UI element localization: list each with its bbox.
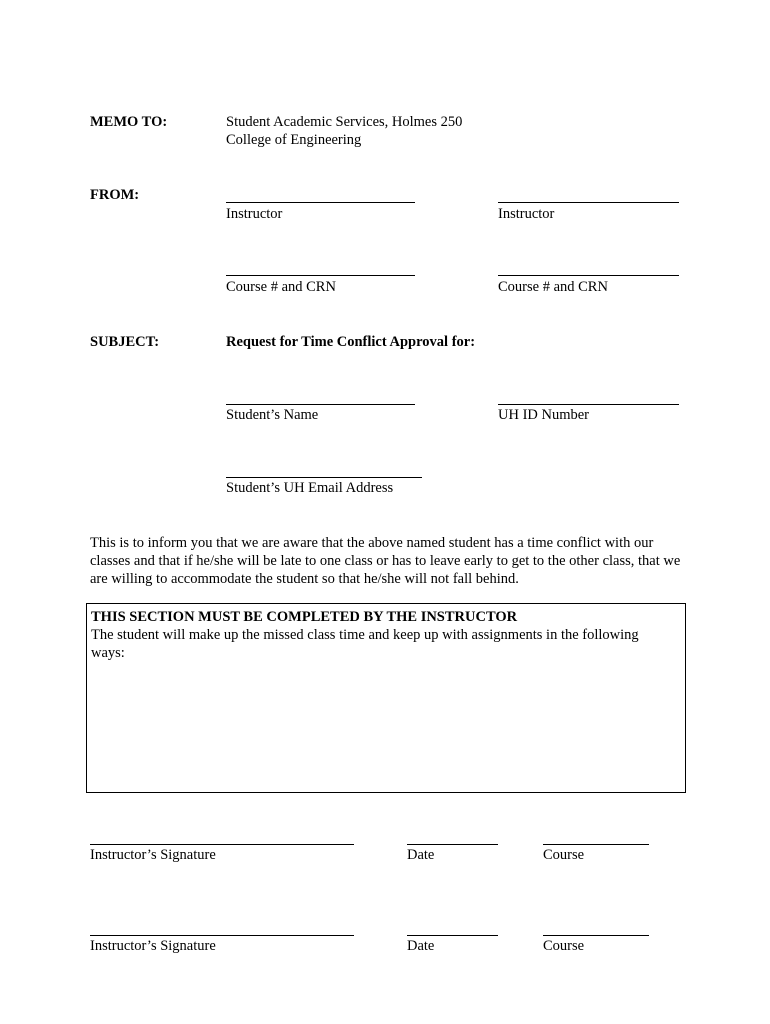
course-sig1-blank-line[interactable] [543, 844, 649, 845]
memo-to-college: College of Engineering [226, 132, 362, 148]
course-sig2-blank-line[interactable] [543, 935, 649, 936]
email-label: Student’s UH Email Address [226, 480, 394, 496]
student-name-blank-line[interactable] [226, 404, 415, 405]
body-paragraph: This is to inform you that we are aware that the above named student has a time conflict with our classes and that if he/she will be late to one class or has to leave early to get to the other class, that we are willing to accommodate the student so that he/she will not fall behind. [90, 535, 681, 587]
instructor-section-box[interactable] [86, 603, 686, 793]
memo-to-label: MEMO TO: [90, 114, 168, 130]
course1-blank-line[interactable] [226, 275, 415, 276]
email-blank-line[interactable] [226, 477, 422, 478]
student-name-label: Student’s Name [226, 407, 319, 423]
subject-text: Request for Time Conflict Approval for: [226, 334, 476, 350]
course2-blank-line[interactable] [498, 275, 679, 276]
date1-blank-line[interactable] [407, 844, 498, 845]
signature1-blank-line[interactable] [90, 844, 354, 845]
course-sig2-label: Course [543, 938, 585, 954]
instructor2-label: Instructor [498, 206, 555, 222]
from-label: FROM: [90, 187, 140, 203]
uh-id-label: UH ID Number [498, 407, 590, 423]
uh-id-blank-line[interactable] [498, 404, 679, 405]
instructor-section-heading: THIS SECTION MUST BE COMPLETED BY THE INSTRUCTOR [91, 609, 518, 625]
course2-label: Course # and CRN [498, 279, 608, 295]
signature2-blank-line[interactable] [90, 935, 354, 936]
subject-label: SUBJECT: [90, 334, 160, 350]
instructor1-label: Instructor [226, 206, 283, 222]
date1-label: Date [407, 847, 435, 863]
memo-to-recipient: Student Academic Services, Holmes 250 [226, 114, 463, 130]
instructor2-blank-line[interactable] [498, 202, 679, 203]
signature2-label: Instructor’s Signature [90, 938, 216, 954]
instructor-section-text: The student will make up the missed class time and keep up with assignments in the following ways: [91, 627, 639, 661]
signature1-label: Instructor’s Signature [90, 847, 216, 863]
date2-blank-line[interactable] [407, 935, 498, 936]
course1-label: Course # and CRN [226, 279, 336, 295]
course-sig1-label: Course [543, 847, 585, 863]
instructor1-blank-line[interactable] [226, 202, 415, 203]
date2-label: Date [407, 938, 435, 954]
